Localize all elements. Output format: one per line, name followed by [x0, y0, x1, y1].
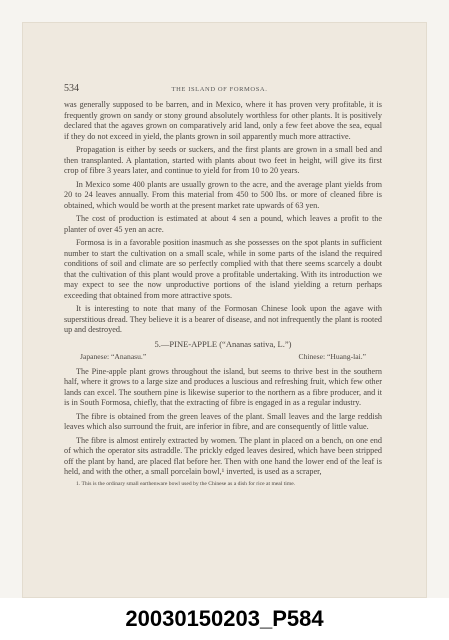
paragraph: The cost of production is estimated at about 4 sen a pound, which leaves a profit to the planter of over 45 yen an acre. [64, 214, 382, 234]
paragraph: Formosa is in a favorable position inasmuch as she possesses on the spot plants in sufficient number to start the cultivation on a small scale, while in some parts of the island the required conditions of soil and climate are so perfectly complied with that there seems scarcely a doubt that the cultivation of this plant would prove a profitable undertaking. With its introduction we may expect to see the now unproductive portions of the island yielding a return perhaps exceeding that obtained from more attractive spots. [64, 238, 382, 300]
paragraph: was generally supposed to be barren, and in Mexico, where it has proven very profitable, it is frequently grown on sandy or stony ground absolutely worthless for other plants. It is positively declared that the agaves grown on comparatively arid land, only a few feet above the sea, equal if they do not exceed in yield, the plants grown in soil apparently much more attractive. [64, 100, 382, 141]
paragraph: The fibre is obtained from the green leaves of the plant. Small leaves and the large reddish leaves which also surround the fruit, are inferior in fibre, and are consequently of little value. [64, 411, 382, 431]
paragraph: The Pine-apple plant grows throughout the island, but seems to thrive best in the southern half, where it grows to a large size and produces a luscious and refreshing fruit, which few other lands can excel. The southern pine is likewise superior to the northern as a fibre producer, and it is in South Formosa, chiefly, that the extracting of fibre is engaged in as a regular industry. [64, 366, 382, 407]
page-content [64, 84, 382, 488]
section-heading: 5.—PINE-APPLE (“Ananas sativa, L.”) [154, 338, 292, 349]
running-head-title: THE ISLAND OF FORMOSA. [171, 86, 268, 93]
paragraph: Propagation is either by seeds or suckers, and the first plants are grown in a small bed and then transplanted. A plantation, started with plants about two feet in height, will give its first crop of fibre 3 years later, and continue to yield for from 10 to 20 years. [64, 145, 382, 175]
footnote: 1. This is the ordinary small earthenware bowl used by the Chinese as a dish for rice at meal time. [76, 480, 296, 487]
image-caption: 20030150203_P584 [125, 606, 324, 631]
paragraph: In Mexico some 400 plants are usually grown to the acre, and the average plant yields from 20 to 24 leaves annually. From this material from 450 to 500 lbs. or more of cleaned fibre is obtained, which would be worth at the present market rate upwards of 63 yen. [64, 179, 382, 210]
chinese-name: Chinese: “Huang-lai.” [298, 352, 366, 361]
plant-names [80, 352, 366, 363]
running-head [64, 84, 382, 96]
japanese-name: Japanese: “Ananasu.” [80, 352, 147, 361]
paragraph: The fibre is almost entirely extracted by women. The plant in placed on a bench, on one end of which the operator sits astraddle. The prickly edged leaves desired, which have been stripped off the plant by hand, are placed flat before her. Then with one hand the lower end of the leaf is held, and with the other, a small porcelain bowl,¹ inverted, is used as a scraper, [64, 435, 382, 476]
paragraph: It is interesting to note that many of the Formosan Chinese look upon the agave with superstitious dread. They believe it is a bearer of disease, and not infrequently the plant is rooted up and destroyed. [64, 304, 382, 334]
page-number: 534 [64, 83, 79, 94]
